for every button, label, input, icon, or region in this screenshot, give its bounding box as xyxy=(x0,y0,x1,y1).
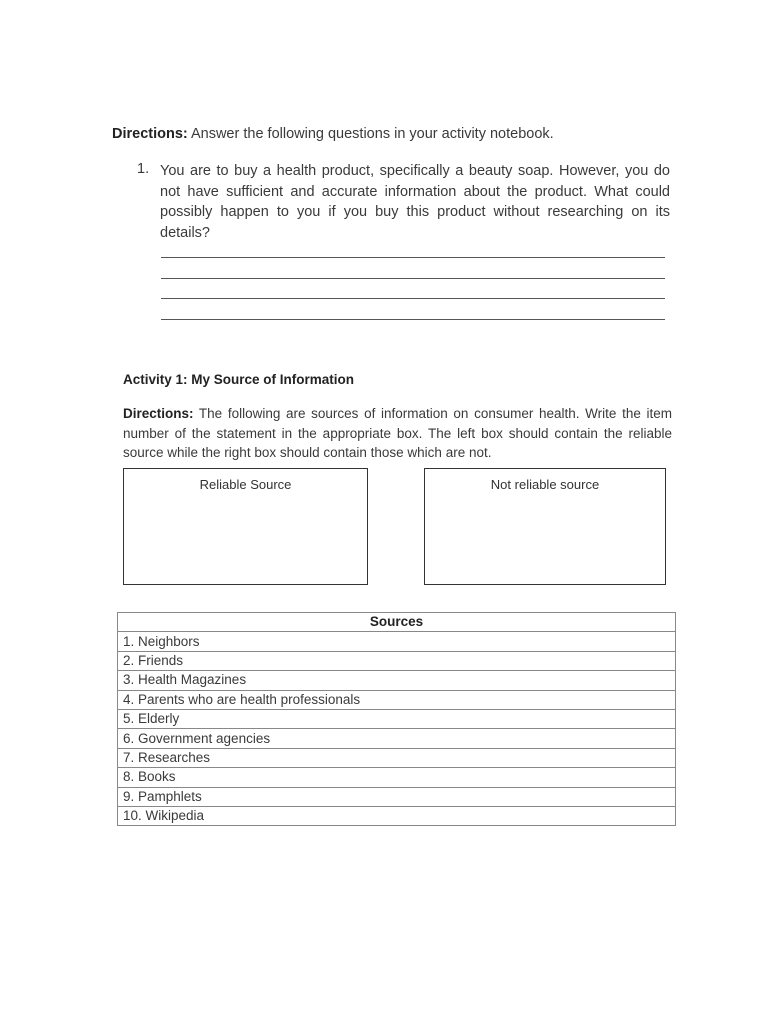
activity-directions-text: The following are sources of information on consumer health. Write the item number of the statement in the appropriate box. The left box should contain the reliable source while the right box should contain those which are not. xyxy=(123,406,672,460)
source-item: 7. Researches xyxy=(118,748,676,767)
answer-line xyxy=(161,319,665,320)
sources-header: Sources xyxy=(118,613,676,632)
directions-label: Directions: xyxy=(112,126,188,142)
source-item: 4. Parents who are health professionals xyxy=(118,690,676,709)
table-row xyxy=(118,671,676,690)
reliable-source-label: Reliable Source xyxy=(199,477,292,492)
source-item: 9. Pamphlets xyxy=(118,787,676,806)
sources-table xyxy=(117,612,676,826)
table-row xyxy=(118,632,676,651)
directions-text: Answer the following questions in your activity notebook. xyxy=(187,126,554,142)
activity-directions-label: Directions: xyxy=(123,406,194,421)
answer-line xyxy=(161,257,665,258)
directions-heading xyxy=(112,126,554,142)
question-number: 1. xyxy=(137,161,150,177)
answer-line xyxy=(161,298,665,299)
source-item: 8. Books xyxy=(118,768,676,787)
source-item: 3. Health Magazines xyxy=(118,671,676,690)
activity-directions xyxy=(123,404,672,463)
reliable-source-box xyxy=(123,468,368,585)
source-item: 2. Friends xyxy=(118,651,676,670)
not-reliable-source-label: Not reliable source xyxy=(490,477,600,492)
table-row xyxy=(118,729,676,748)
not-reliable-source-box xyxy=(424,468,666,585)
table-row xyxy=(118,787,676,806)
source-item: 1. Neighbors xyxy=(118,632,676,651)
source-item: 10. Wikipedia xyxy=(118,806,676,825)
answer-line xyxy=(161,278,665,279)
question-text: You are to buy a health product, specifically a beauty soap. However, you do not have sufficient and accurate information about the product. What could possibly happen to you if you buy this product without researching on its details? xyxy=(160,163,670,241)
table-row xyxy=(118,651,676,670)
table-row xyxy=(118,768,676,787)
table-row xyxy=(118,748,676,767)
table-row xyxy=(118,690,676,709)
source-item: 5. Elderly xyxy=(118,709,676,728)
table-header-row xyxy=(118,613,676,632)
source-item: 6. Government agencies xyxy=(118,729,676,748)
activity-title: Activity 1: My Source of Information xyxy=(123,372,355,387)
table-row xyxy=(118,709,676,728)
table-row xyxy=(118,806,676,825)
